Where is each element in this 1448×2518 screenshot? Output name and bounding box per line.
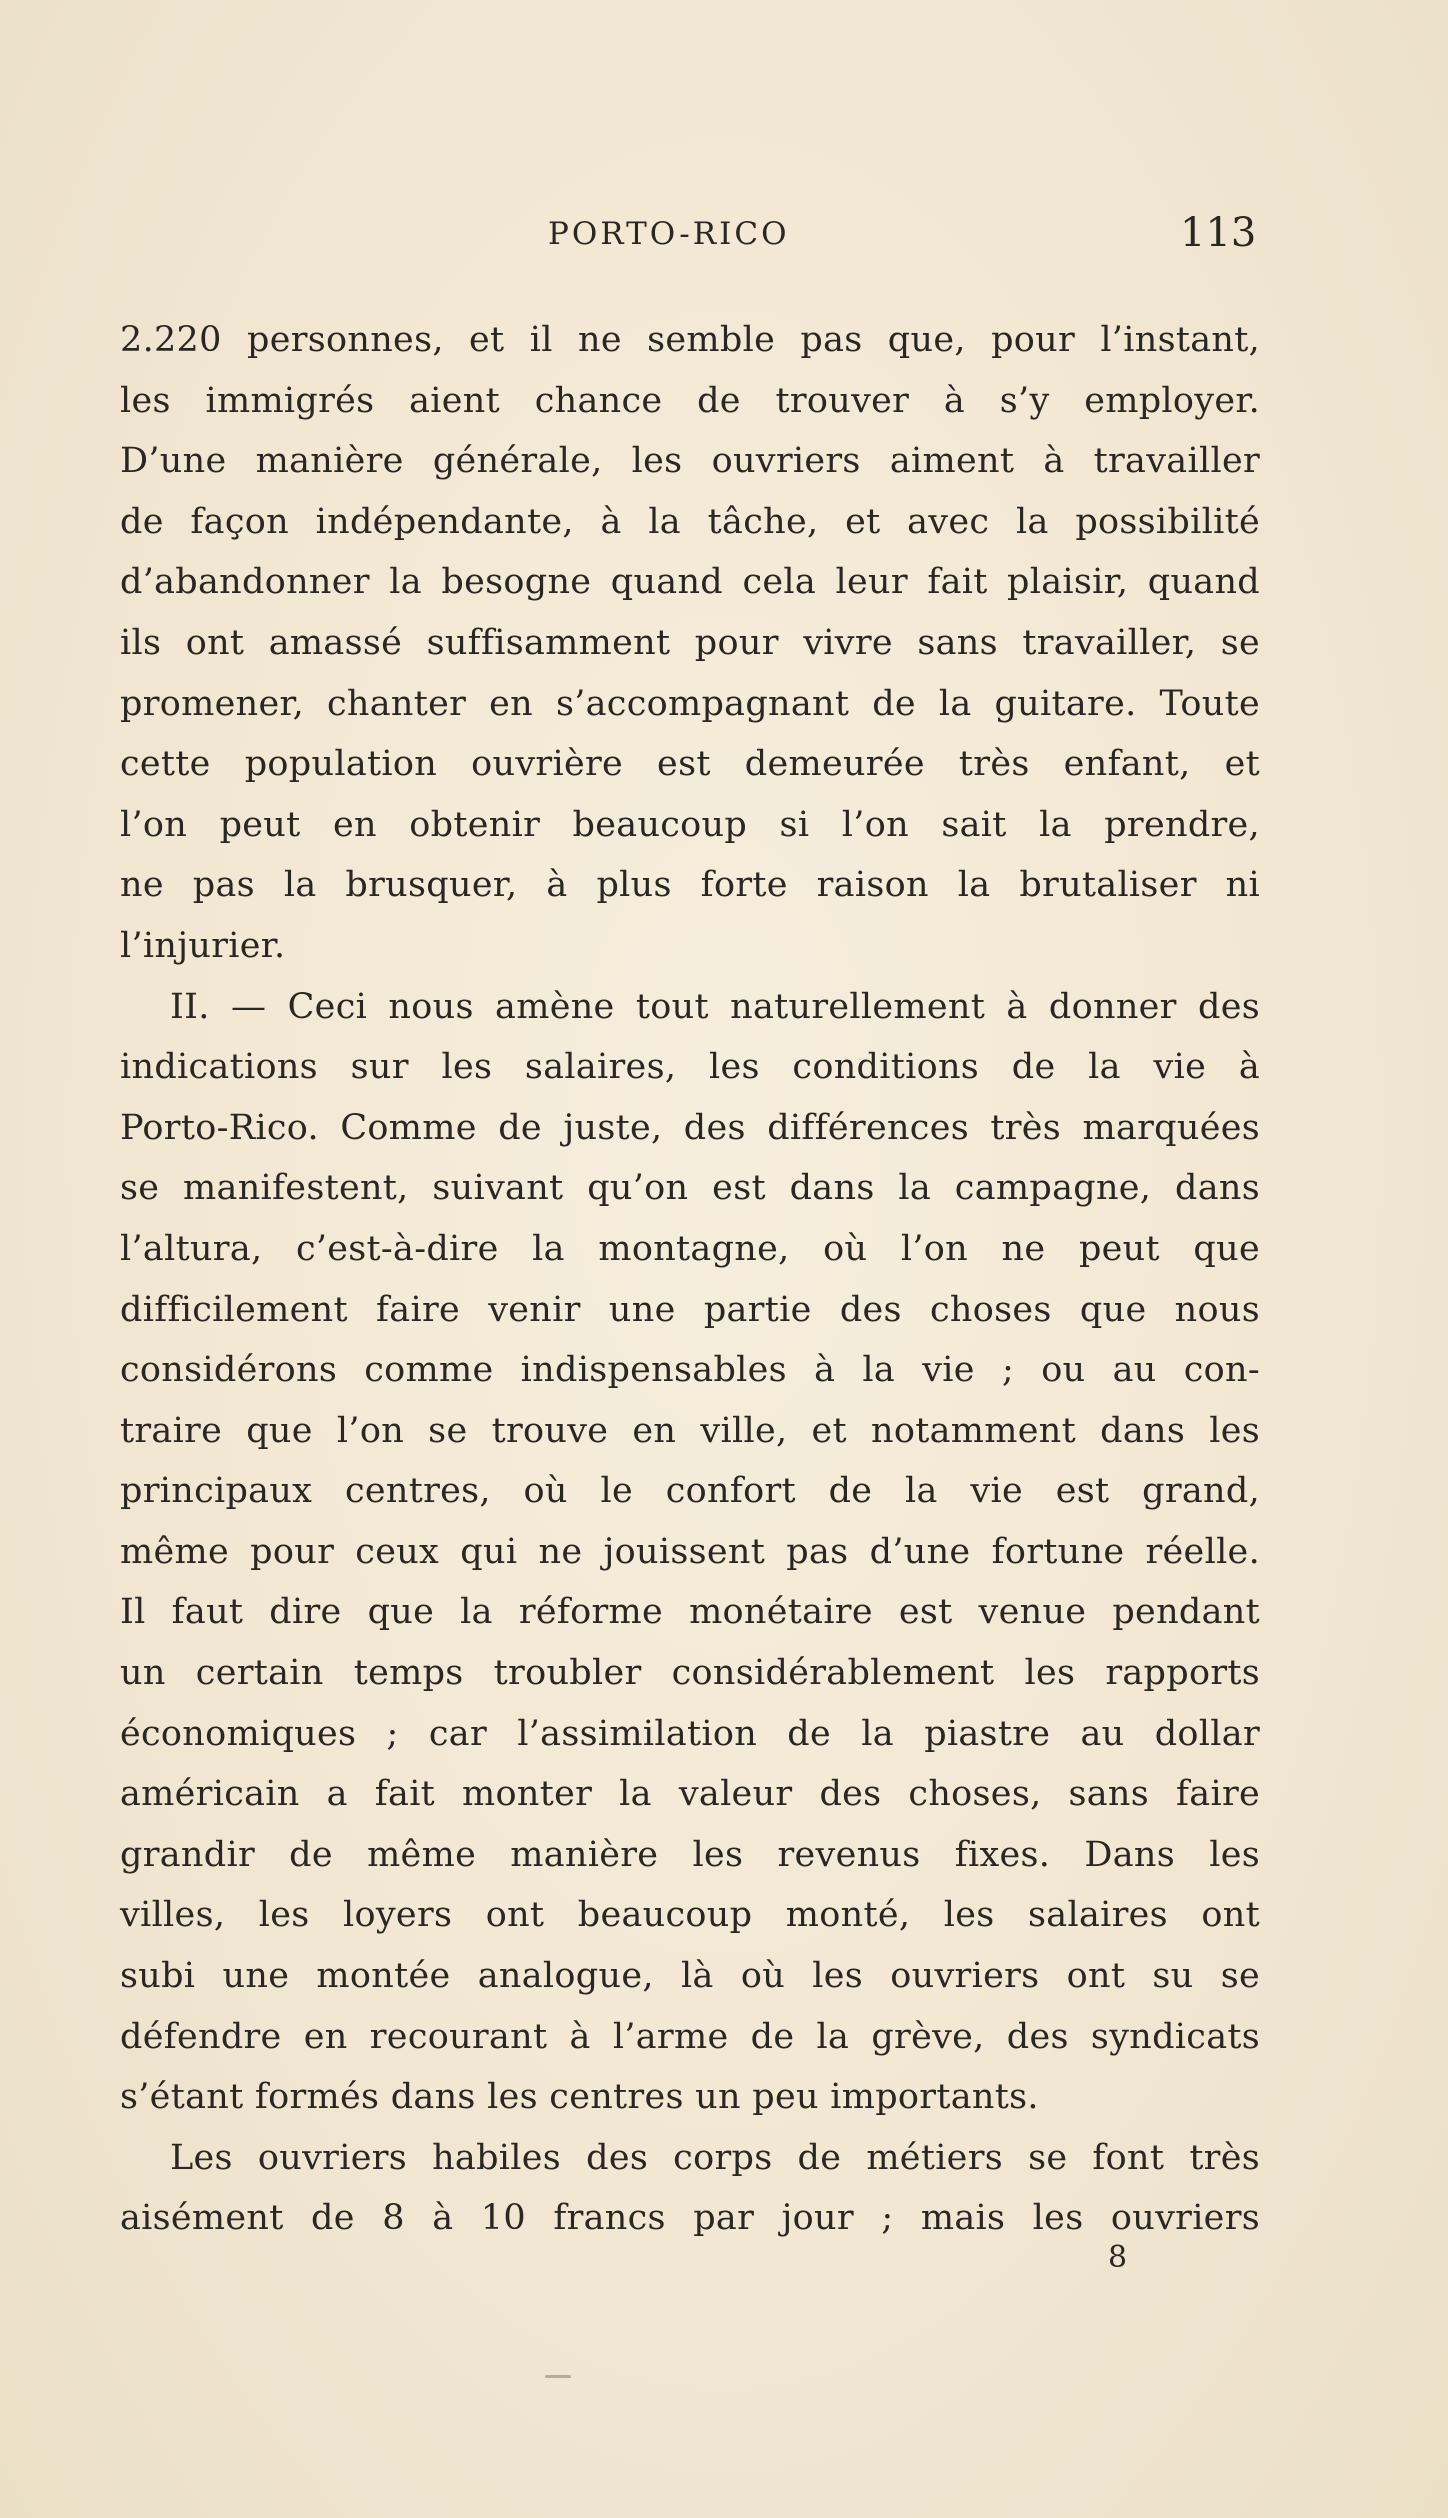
text-line: D’une manière générale, les ouvriers aiment à travailler: [120, 441, 1260, 482]
text-line: considérons comme indispensables à la vie ; ou au con-: [120, 1350, 1260, 1391]
text-line: les immigrés aient chance de trouver à s’y employer.: [120, 380, 1260, 421]
text-line: promener, chanter en s’accompagnant de la guitare. Toute: [120, 683, 1260, 724]
text-line: même pour ceux qui ne jouissent pas d’une fortune réelle.: [120, 1531, 1260, 1572]
text-line: cette population ouvrière est demeurée très enfant, et: [120, 744, 1260, 785]
text-line: aisément de 8 à 10 francs par jour ; mais les ouvriers: [120, 2198, 1260, 2239]
signature-mark: 8: [1108, 2240, 1128, 2275]
text-line: défendre en recourant à l’arme de la grève, des syndicats: [120, 2016, 1260, 2057]
text-line: un certain temps troubler considérablement les rapports: [120, 1653, 1260, 1694]
text-line: subi une montée analogue, là où les ouvriers ont su se: [120, 1956, 1260, 1997]
text-line: 2.220 personnes, et il ne semble pas que, pour l’instant,: [120, 320, 1260, 360]
text-line: l’injurier.: [120, 925, 286, 966]
text-line: II. — Ceci nous amène tout naturellement à donner des: [170, 986, 1260, 1027]
text-line: villes, les loyers ont beaucoup monté, les salaires ont: [120, 1895, 1260, 1936]
ink-smudge: [545, 2375, 571, 2378]
text-line: de façon indépendante, à la tâche, et avec la possibilité: [120, 501, 1260, 542]
text-line: ils ont amassé suffisamment pour vivre sans travailler, se: [120, 622, 1260, 663]
text-line: d’abandonner la besogne quand cela leur fait plaisir, quand: [120, 562, 1260, 603]
running-head: [0, 210, 1448, 260]
text-line: difficilement faire venir une partie des choses que nous: [120, 1289, 1260, 1330]
text-line: traire que l’on se trouve en ville, et notamment dans les: [120, 1410, 1260, 1451]
text-line: ne pas la brusquer, à plus forte raison la brutaliser ni: [120, 865, 1260, 906]
running-head-title: PORTO-RICO: [548, 216, 790, 252]
text-line: se manifestent, suivant qu’on est dans la campagne, dans: [120, 1168, 1260, 1209]
text-line: Les ouvriers habiles des corps de métiers se font très: [170, 2137, 1260, 2178]
text-line: économiques ; car l’assimilation de la piastre au dollar: [120, 1713, 1260, 1754]
text-line: Il faut dire que la réforme monétaire est venue pendant: [120, 1592, 1260, 1633]
text-line: principaux centres, où le confort de la vie est grand,: [120, 1471, 1260, 1512]
text-line: Porto-Rico. Comme de juste, des différences très marquées: [120, 1107, 1260, 1148]
text-line: indications sur les salaires, les conditions de la vie à: [120, 1047, 1260, 1088]
text-line: l’altura, c’est-à-dire la montagne, où l’on ne peut que: [120, 1228, 1260, 1269]
text-line: l’on peut en obtenir beaucoup si l’on sait la prendre,: [120, 804, 1260, 845]
text-line: grandir de même manière les revenus fixes. Dans les: [120, 1834, 1260, 1875]
body-text: [120, 310, 1260, 2249]
text-line: s’étant formés dans les centres un peu importants.: [120, 2077, 1039, 2118]
text-line: américain a fait monter la valeur des choses, sans faire: [120, 1774, 1260, 1815]
page-number: 113: [1180, 210, 1257, 256]
